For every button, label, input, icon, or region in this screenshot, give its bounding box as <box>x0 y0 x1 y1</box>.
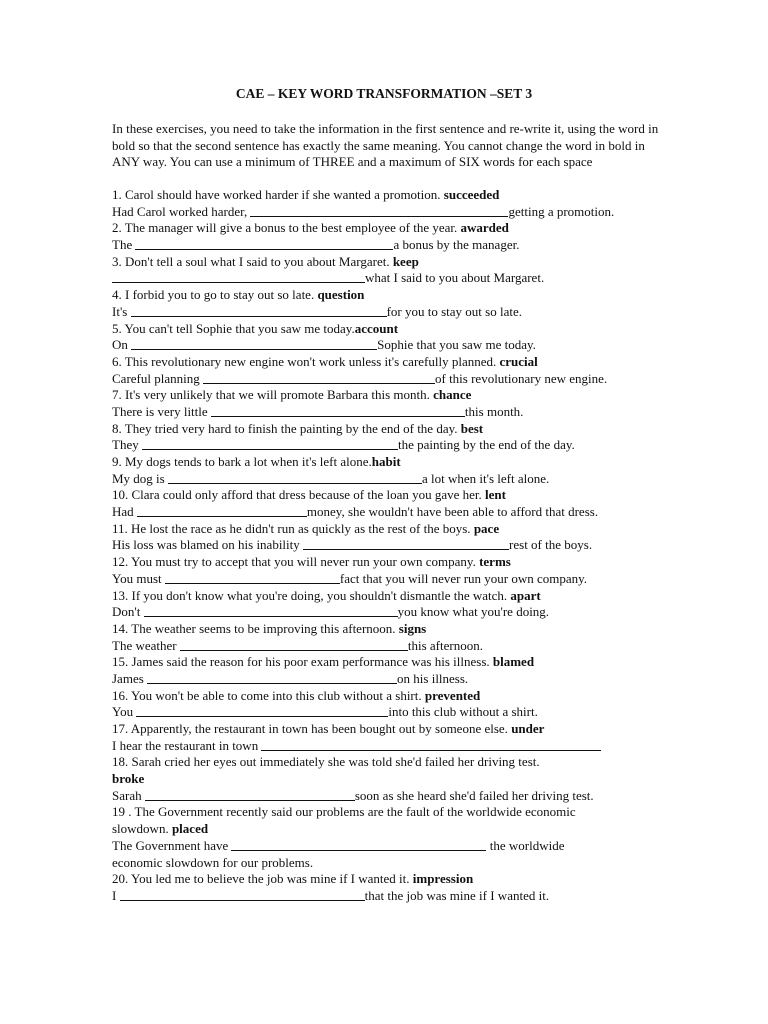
answer-line-3: what I said to you about Margaret. <box>112 270 672 287</box>
keyword: lent <box>485 487 506 503</box>
answer-blank[interactable] <box>250 204 508 217</box>
answer-line-10: Had money, she wouldn't have been able to afford that dress. <box>112 504 599 520</box>
answer-blank[interactable] <box>165 571 340 584</box>
answer-blank[interactable] <box>142 437 398 450</box>
question-18-keyword-line <box>112 771 672 788</box>
keyword: impression <box>412 871 474 887</box>
question-7: 7. It's very unlikely that we will promote Barbara this month. chance <box>112 387 472 403</box>
answer-line-15: James on his illness. <box>112 670 469 686</box>
answer-blank[interactable] <box>261 738 601 751</box>
keyword: apart <box>510 587 541 603</box>
answer-line-20: I that the job was mine if I wanted it. <box>112 887 550 903</box>
answer-line-17: I hear the restaurant in town <box>112 738 672 755</box>
keyword: terms <box>479 554 511 570</box>
keyword: keep <box>392 253 419 269</box>
question-13: 13. If you don't know what you're doing, you shouldn't dismantle the watch. apart <box>112 587 541 603</box>
question-5: 5. You can't tell Sophie that you saw me today.account <box>112 320 399 336</box>
question-1: 1. Carol should have worked harder if she wanted a promotion. succeeded <box>112 187 500 202</box>
question-15: 15. James said the reason for his poor exam performance was his illness. blamed <box>112 654 535 670</box>
keyword: account <box>354 320 399 336</box>
keyword: under <box>511 721 545 736</box>
answer-line-13: Don't you know what you're doing. <box>112 604 550 620</box>
keyword: succeeded <box>443 187 500 202</box>
question-12: 12. You must try to accept that you will never run your own company. terms <box>112 554 511 570</box>
answer-line-14: The weather this afternoon. <box>112 637 483 653</box>
question-16: 16. You won't be able to come into this club without a shirt. prevented <box>112 687 481 703</box>
question-20: 20. You led me to believe the job was mine if I wanted it. impression <box>112 871 474 887</box>
answer-line-6: Careful planning of this revolutionary new engine. <box>112 370 608 386</box>
question-17: 17. Apparently, the restaurant in town has been bought out by someone else. under <box>112 721 545 736</box>
exercise-list <box>112 187 672 905</box>
keyword: chance <box>433 387 472 403</box>
answer-line-11: His loss was blamed on his inability rest of the boys. <box>112 537 593 553</box>
answer-line-5: On Sophie that you saw me today. <box>112 337 536 353</box>
page-title: CAE – KEY WORD TRANSFORMATION –SET 3 <box>235 86 533 101</box>
question-10: 10. Clara could only afford that dress because of the loan you gave her. lent <box>112 487 506 503</box>
keyword: crucial <box>499 353 538 369</box>
question-19: 19 . The Government recently said our problems are the fault of the worldwide economic slowdown. placed <box>112 804 576 837</box>
answer-line-1: Had Carol worked harder, getting a promotion. <box>112 203 615 219</box>
answer-line-16: You into this club without a shirt. <box>112 704 538 720</box>
answer-line-7: There is very little this month. <box>112 403 524 419</box>
question-4: 4. I forbid you to go to stay out so late. question <box>112 287 365 303</box>
keyword: awarded <box>460 220 509 236</box>
answer-line-2: The a bonus by the manager. <box>112 237 520 253</box>
question-8: 8. They tried very hard to finish the painting by the end of the day. best <box>112 420 484 436</box>
keyword: broke <box>112 771 145 787</box>
answer-blank[interactable] <box>131 304 387 317</box>
question-11: 11. He lost the race as he didn't run as quickly as the rest of the boys. pace <box>112 520 500 536</box>
answer-blank[interactable] <box>203 371 435 384</box>
answer-line-12: You must fact that you will never run your own company. <box>112 570 588 586</box>
keyword: signs <box>398 620 427 636</box>
keyword: pace <box>473 520 500 536</box>
answer-line-4: It's for you to stay out so late. <box>112 303 522 319</box>
answer-blank[interactable] <box>145 788 355 801</box>
keyword: prevented <box>424 687 481 703</box>
answer-line-8: They the painting by the end of the day. <box>112 437 575 453</box>
keyword: question <box>317 287 365 303</box>
keyword: habit <box>371 454 401 469</box>
answer-blank[interactable] <box>131 337 377 350</box>
answer-line-19: The Government have the worldwide economic slowdown for our problems. <box>112 837 565 870</box>
question-2: 2. The manager will give a bonus to the best employee of the year. awarded <box>112 220 509 236</box>
answer-blank[interactable] <box>120 888 365 901</box>
answer-blank[interactable] <box>147 671 397 684</box>
answer-blank[interactable] <box>135 237 393 250</box>
question-18: 18. Sarah cried her eyes out immediately she was told she'd failed her driving test. <box>112 754 540 770</box>
answer-blank[interactable] <box>231 838 486 851</box>
answer-blank[interactable] <box>168 471 422 484</box>
instructions: In these exercises, you need to take the information in the first sentence and re-write it, using the word in bold so that the second sentence has exactly the same meaning. You cannot change the word in bold in ANY way. You can use a minimum of THREE and a maximum of SIX words for each space <box>112 121 659 170</box>
question-6: 6. This revolutionary new engine won't work unless it's carefully planned. crucial <box>112 353 538 369</box>
question-9: 9. My dogs tends to bark a lot when it's left alone.habit <box>112 454 401 469</box>
keyword: placed <box>171 821 209 837</box>
answer-line-9: My dog is a lot when it's left alone. <box>112 470 550 486</box>
keyword: best <box>460 420 484 436</box>
answer-blank[interactable] <box>303 537 509 550</box>
answer-blank[interactable] <box>211 404 465 417</box>
keyword: blamed <box>492 654 535 670</box>
answer-blank[interactable] <box>137 504 307 517</box>
question-3: 3. Don't tell a soul what I said to you about Margaret. keep <box>112 253 419 269</box>
answer-line-18: Sarah soon as she heard she'd failed her driving test. <box>112 787 594 803</box>
answer-blank[interactable] <box>136 704 388 717</box>
answer-blank[interactable] <box>180 638 408 651</box>
answer-blank[interactable] <box>144 604 398 617</box>
answer-blank[interactable] <box>112 270 365 283</box>
question-14: 14. The weather seems to be improving this afternoon. signs <box>112 620 427 636</box>
